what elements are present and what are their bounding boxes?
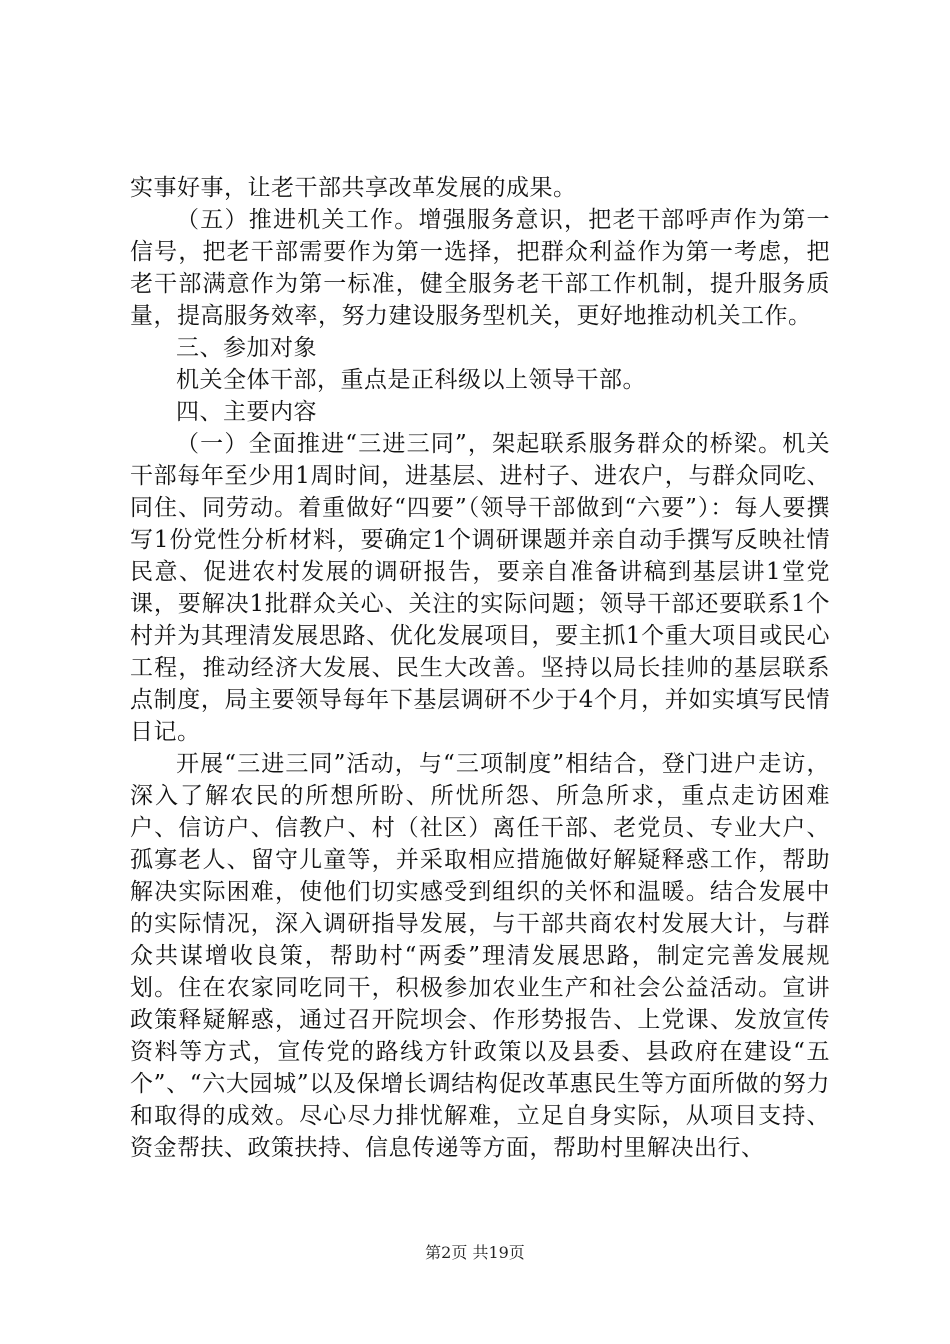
paragraph-participants: 机关全体干部，重点是正科级以上领导干部。 bbox=[176, 367, 646, 393]
document-body bbox=[130, 172, 830, 1164]
paragraph-main-content-1: （一）全面推进“三进三同”，架起联系服务群众的桥梁。机关干部每年至少用1周时间，进基层、进村子、进农户，与群众同吃、同住、同劳动。着重做好“四要”（领导干部做到“六要”）：每人要撰写1份党性分析材料，要确定1个调研课题并亲自动手撰写反映社情民意、促进农村发展的调研报告，要亲自准备讲稿到基层讲1堂党课，要解决1批群众关心、关注的实际问题；领导干部还要联系1个村并为其理清发展思路、优化发展项目，要主抓1个重大项目或民心工程，推动经济大发展、民生大改善。坚持以局长挂帅的基层联系点制度，局主要领导每年下基层调研不少于4个月，并如实填写民情日记。 bbox=[130, 431, 830, 745]
section-heading-participants: 三、参加对象 bbox=[176, 335, 317, 361]
paragraph-1: 实事好事，让老干部共享改革发展的成果。 bbox=[130, 175, 577, 201]
section-heading-main-content: 四、主要内容 bbox=[176, 399, 317, 425]
page-footer: 第2页 共19页 bbox=[425, 1243, 525, 1262]
paragraph-2: （五）推进机关工作。增强服务意识，把老干部呼声作为第一信号，把老干部需要作为第一选择，把群众利益作为第一考虑，把老干部满意作为第一标准，健全服务老干部工作机制，提升服务质量，提高服务效率，努力建设服务型机关，更好地推动机关工作。 bbox=[130, 207, 830, 329]
paragraph-main-content-2: 开展“三进三同”活动，与“三项制度”相结合，登门进户走访，深入了解农民的所想所盼、所忧所怨、所急所求，重点走访困难户、信访户、信教户、村（社区）离任干部、老党员、专业大户、孤寡老人、留守儿童等，并采取相应措施做好解疑释惑工作，帮助解决实际困难，使他们切实感受到组织的关怀和温暖。结合发展中的实际情况，深入调研指导发展，与干部共商农村发展大计，与群众共谋增收良策，帮助村“两委”理清发展思路，制定完善发展规划。住在农家同吃同干，积极参加农业生产和社会公益活动。宣讲政策释疑解惑，通过召开院坝会、作形势报告、上党课、发放宣传资料等方式，宣传党的路线方针政策以及县委、县政府在建设“五个”、“六大园城”以及保增长调结构促改革惠民生等方面所做的努力和取得的成效。尽心尽力排忧解难，立足自身实际，从项目支持、资金帮扶、政策扶持、信息传递等方面，帮助村里解决出行、 bbox=[130, 751, 830, 1161]
